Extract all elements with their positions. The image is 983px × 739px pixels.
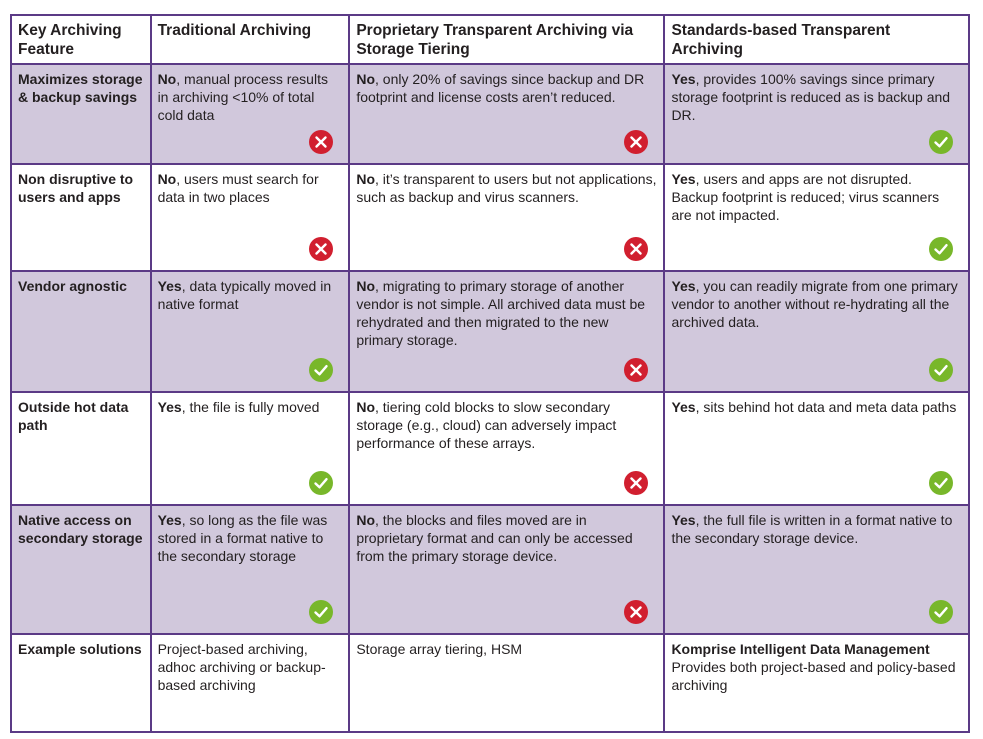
table-row (11, 64, 969, 164)
cell-text: , the full file is written in a format native to the secondary storage device. (671, 512, 953, 546)
standards-cell (664, 64, 969, 164)
standards-cell (664, 164, 969, 271)
cell-text: , so long as the file was stored in a format native to the secondary storage (157, 512, 328, 564)
traditional-cell: Project-based archiving, adhoc archiving or backup-based archiving (151, 634, 350, 732)
cell-text: , the file is fully moved (181, 399, 320, 415)
verdict: No (356, 171, 376, 187)
cell-text: , tiering cold blocks to slow secondary storage (e.g., cloud) can adversely impact performance of these arrays. (356, 399, 617, 451)
standards-cell (664, 271, 969, 392)
check-icon (929, 600, 953, 624)
traditional-cell (151, 164, 350, 271)
x-icon (624, 130, 648, 154)
verdict: Yes (671, 512, 696, 528)
cell-text: , the blocks and files moved are in proprietary format and can only be accessed from the primary storage device. (356, 512, 633, 564)
example-row (11, 634, 969, 732)
cell-text: , only 20% of savings since backup and DR footprint and license costs aren’t reduced. (356, 71, 645, 105)
table-row (11, 392, 969, 505)
x-icon (624, 600, 648, 624)
header-row (11, 15, 969, 64)
verdict: Yes (671, 399, 696, 415)
header-standards: Standards-based Transparent Archiving (664, 15, 969, 64)
tiering-cell (349, 64, 664, 164)
check-icon (309, 600, 333, 624)
cell-text: , manual process results in archiving <10% of total cold data (157, 71, 328, 123)
tiering-cell: Storage array tiering, HSM (349, 634, 664, 732)
check-icon (309, 471, 333, 495)
verdict: No (356, 278, 376, 294)
check-icon (929, 358, 953, 382)
verdict: Yes (671, 171, 696, 187)
header-feature: Key Archiving Feature (11, 15, 151, 64)
standards-cell (664, 392, 969, 505)
x-icon (624, 358, 648, 382)
table-row (11, 505, 969, 634)
feature-label: Example solutions (11, 634, 151, 732)
archiving-comparison-table (10, 14, 970, 733)
check-icon (309, 358, 333, 382)
verdict: Yes (671, 71, 696, 87)
verdict: Yes (157, 278, 182, 294)
cell-text: , data typically moved in native format (157, 278, 332, 312)
product-name: Komprise Intelligent Data Management (671, 641, 930, 657)
table-row (11, 271, 969, 392)
standards-cell (664, 505, 969, 634)
tiering-cell (349, 164, 664, 271)
x-icon (624, 471, 648, 495)
verdict: No (157, 71, 177, 87)
cell-text: , sits behind hot data and meta data paths (695, 399, 957, 415)
check-icon (929, 471, 953, 495)
feature-label: Vendor agnostic (11, 271, 151, 392)
verdict: No (157, 171, 177, 187)
table-row (11, 164, 969, 271)
standards-cell (664, 634, 969, 732)
verdict: Yes (671, 278, 696, 294)
check-icon (929, 237, 953, 261)
tiering-cell (349, 271, 664, 392)
verdict: Yes (157, 399, 182, 415)
verdict: No (356, 512, 376, 528)
x-icon (309, 130, 333, 154)
feature-label: Maximizes storage & backup savings (11, 64, 151, 164)
x-icon (624, 237, 648, 261)
verdict: No (356, 71, 376, 87)
product-description: Provides both project-based and policy-based archiving (671, 659, 956, 693)
verdict: Yes (157, 512, 182, 528)
traditional-cell (151, 392, 350, 505)
cell-text: , provides 100% savings since primary storage footprint is reduced as is backup and DR. (671, 71, 951, 123)
cell-text: , users and apps are not disrupted. Backup footprint is reduced; virus scanners are not impacted. (671, 171, 940, 223)
cell-text: , you can readily migrate from one primary vendor to another without re-hydrating all the archived data. (671, 278, 958, 330)
feature-label: Non disruptive to users and apps (11, 164, 151, 271)
cell-text: , migrating to primary storage of another vendor is not simple. All archived data must be rehydrated and then migrated to the new primary storage. (356, 278, 646, 348)
header-traditional: Traditional Archiving (151, 15, 350, 64)
feature-label: Native access on secondary storage (11, 505, 151, 634)
x-icon (309, 237, 333, 261)
tiering-cell (349, 392, 664, 505)
verdict: No (356, 399, 376, 415)
feature-label: Outside hot data path (11, 392, 151, 505)
traditional-cell (151, 64, 350, 164)
cell-text: , it’s transparent to users but not applications, such as backup and virus scanners. (356, 171, 657, 205)
header-tiering: Proprietary Transparent Archiving via Storage Tiering (349, 15, 664, 64)
traditional-cell (151, 505, 350, 634)
tiering-cell (349, 505, 664, 634)
cell-text: , users must search for data in two places (157, 171, 319, 205)
check-icon (929, 130, 953, 154)
traditional-cell (151, 271, 350, 392)
